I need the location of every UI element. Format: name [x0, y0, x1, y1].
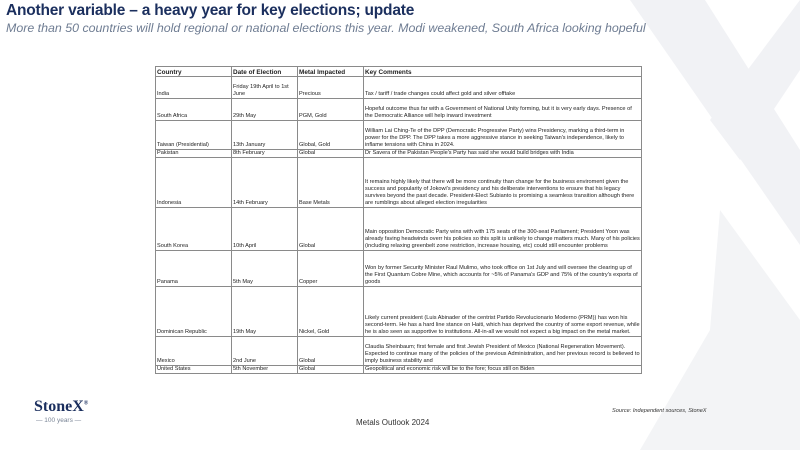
country-cell: South Korea	[156, 208, 232, 251]
metal-cell: Copper	[298, 251, 364, 287]
date-cell: 29th May	[232, 99, 298, 121]
column-header-date: Date of Election	[232, 67, 298, 77]
date-cell: 13th January	[232, 121, 298, 150]
date-cell: 2nd June	[232, 337, 298, 366]
country-cell: South Africa	[156, 99, 232, 121]
date-cell: 8th February	[232, 150, 298, 158]
logo-text: StoneX	[34, 398, 84, 415]
metal-cell: Global	[298, 366, 364, 374]
table-row	[156, 208, 642, 251]
footer-title: Metals Outlook 2024	[356, 418, 430, 427]
country-cell: Pakistan	[156, 150, 232, 158]
comment-cell: Hopeful outcome thus far with a Government of National Unity forming, but it is very early days. Presence of the Democratic Alliance will help inward investment	[364, 99, 642, 121]
page-subtitle: More than 50 countries will hold regional or national elections this year. Modi weakened, South Africa looking hopeful	[6, 21, 646, 35]
date-cell: 19th May	[232, 287, 298, 337]
metal-cell: Global	[298, 208, 364, 251]
country-cell: Mexico	[156, 337, 232, 366]
stonex-logo	[34, 398, 88, 416]
metal-cell: Global, Gold	[298, 121, 364, 150]
comment-cell: It remains highly likely that there will be more continuity than change for the business enviroment given the success and popularity of Jokowi's presidency and his deliberate interventions to ensure that his legacy survives beyond the past decade. President-Elect Subianto is promising a seamless transition although there are rumblings about alleged election irregularities	[364, 158, 642, 208]
table-row	[156, 121, 642, 150]
country-cell: Indonesia	[156, 158, 232, 208]
table-header-row	[156, 67, 642, 77]
table-row	[156, 287, 642, 337]
table-row	[156, 150, 642, 158]
table-row	[156, 366, 642, 374]
comment-cell: Dr Savera of the Pakistan People's Party has said she would build bridges with India	[364, 150, 642, 158]
source-note: Source: Independent sources, StoneX	[612, 408, 707, 414]
country-cell: Dominican Republic	[156, 287, 232, 337]
logo-tagline: — 100 years —	[36, 417, 82, 424]
table-row	[156, 158, 642, 208]
comment-cell: Main opposition Democratic Party wins with with 175 seats of the 300-seat Parliament; President Yoon was already faving headwinds overr his policies so this split is unlikely to change matters much. Many of his policies (including relaxing greenbelt zone restriction, increase housing, etc) could still encounter problems	[364, 208, 642, 251]
country-cell: Taiwan (Presidential)	[156, 121, 232, 150]
date-cell: 10th April	[232, 208, 298, 251]
comment-cell: Likely current president (Luis Abinader of the centrist Partido Revolucionario Moderno (PRM)) has won his second-term. He has a hard line stance on Haiti, which has deprived the country of some export revenue, while he is also seen as supportive to institutions. All-in-all we would not expect a big impact on the metal market.	[364, 287, 642, 337]
date-cell: 5th November	[232, 366, 298, 374]
column-header-comments: Key Comments	[364, 67, 642, 77]
table-row	[156, 337, 642, 366]
table-row	[156, 77, 642, 99]
column-header-country: Country	[156, 67, 232, 77]
elections-table	[155, 66, 642, 374]
metal-cell: Precious	[298, 77, 364, 99]
comment-cell: William Lai Ching-Te of the DPP (Democratic Progressive Party) wins Presidency, marking a third-term in power for the DPP. The DPP takes a more aggressive stance in seeking Taiwan's independence, likely to inflame tensions with China in 2024.	[364, 121, 642, 150]
comment-cell: Claudia Sheinbaum; first female and first Jewish President of Mexico (National Regeneration Movement). Expected to continue many of the policies of the previous Administration, and her previous record is believed to imply business stability and	[364, 337, 642, 366]
table-row	[156, 251, 642, 287]
table-row	[156, 99, 642, 121]
metal-cell: Global	[298, 337, 364, 366]
country-cell: United States	[156, 366, 232, 374]
comment-cell: Won by former Security Minister Raul Mulimo, who took office on 1st July and will oversee the clearing up of the First Quantum Cobre Mine, which accounts for ~5% of Panama's GDP and 75% of the country's exports of goods	[364, 251, 642, 287]
page-title: Another variable – a heavy year for key elections; update	[6, 2, 415, 19]
metal-cell: Global	[298, 150, 364, 158]
metal-cell: Base Metals	[298, 158, 364, 208]
date-cell: 5th May	[232, 251, 298, 287]
registered-mark: ®	[83, 400, 89, 407]
country-cell: India	[156, 77, 232, 99]
comment-cell: Tax / tariff / trade changes could affect gold and silver offtake	[364, 77, 642, 99]
column-header-metal: Metal Impacted	[298, 67, 364, 77]
metal-cell: PGM, Gold	[298, 99, 364, 121]
date-cell: 14th February	[232, 158, 298, 208]
metal-cell: Nickel, Gold	[298, 287, 364, 337]
comment-cell: Geopolitical and economic risk will be to the fore; focus still on Biden	[364, 366, 642, 374]
date-cell: Friday 19th April to 1st June	[232, 77, 298, 99]
country-cell: Panama	[156, 251, 232, 287]
